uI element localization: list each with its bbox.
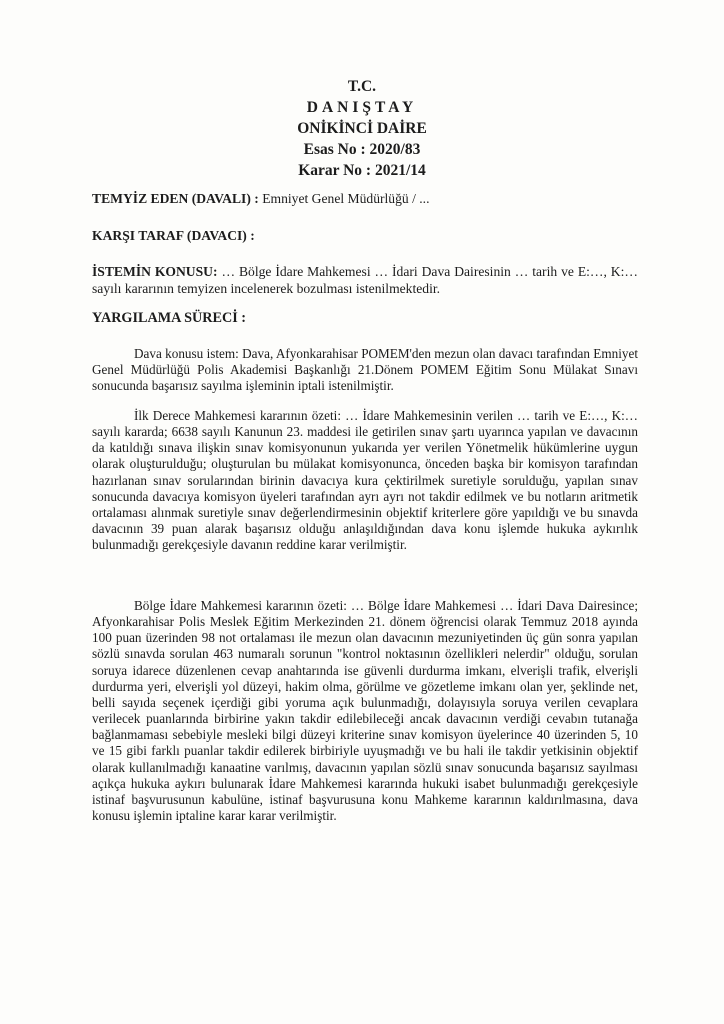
header-tc: T.C.	[347, 78, 377, 95]
paragraph-dava-konusu: Dava konusu istem: Dava, Afyonkarahisar POMEM'den mezun olan davacı tarafından Emniyet Genel Müdürlüğü Polis Akademisi Başkanlığı 21.Dönem POMEM Eğitim Sonu Mülakat Sınavı sonucunda başarısız sayılma işleminin iptali istenilmiştir.	[92, 346, 638, 394]
header-chamber: ONİKİNCİ DAİRE	[297, 120, 427, 137]
subject-text: … Bölge İdare Mahkemesi … İdari Dava Dairesinin … tarih ve E:…, K:… sayılı kararının temyizen incelenerek bozulması istenilmektedir.	[92, 264, 638, 296]
header-karar-no: Karar No : 2021/14	[298, 162, 426, 179]
paragraph-bolge-idare: Bölge İdare Mahkemesi kararının özeti: … Bölge İdare Mahkemesi … İdari Dava Dairesince; Afyonkarahisar Polis Meslek Eğitim Merkezinden 21. dönem öğrencisi olarak Temmuz 2018 ayında 100 puan üzerinden 98 not ortalaması ile mezun olan davacının mezuniyetinden üç gün sonra yapılan sözlü sınavda sorulan 463 numaralı sorunun "kontrol noktasının özellikleri nelerdir" olduğu, sorulan soruya idarece düzenlenen cevap anahtarında ise güvenli durdurma imkanı, elverişli trafik, elverişli durdurma yeri, elverişli yol düzeyi, hakim olma, görülme ve gözetleme imkanı olan yer, şeklinde net, belli sayıda seçenek içerdiği gibi yoruma açık bulunmadığı, dolayısıyla soruya verilen cevaplara verilecek puanlarında birbirine yakın takdir edilebileceği ancak davacının verdiği cevabın tutanağa bağlanmaması sebebiyle mesleki bilgi düzeyi kriterine sınav komisyon üyelerince 40 üzerinden 5, 10 ve 15 gibi farklı puanlar takdir edilerek birbiriyle uyuşmadığı ve bu hali ile takdir yetkisinin objektif olarak kullanılmadığı kanaatine varılmış, davacının yapılan sözlü sınav sonucunda başarısız sayılması açıkça hukuka aykırı bulunarak İdare Mahkemesi kararında hukuki isabet bulunmadığı gerekçesiyle istinaf başvurusunun kabulüne, istinaf başvurusuna konu Mahkeme kararının kaldırılmasına, dava konusu işlemin iptaline karar karar verilmiştir.	[92, 598, 638, 824]
respondent-label: KARŞI TARAF (DAVACI) :	[92, 228, 255, 243]
section-heading	[92, 310, 638, 327]
section-title: YARGILAMA SÜRECİ :	[92, 310, 246, 326]
header-court: DANIŞTAY	[306, 99, 418, 116]
subject-label: İSTEMİN KONUSU:	[92, 264, 218, 279]
appellant-line	[92, 191, 638, 208]
subject-line	[92, 264, 638, 297]
paragraph-ilk-derece: İlk Derece Mahkemesi kararının özeti: … İdare Mahkemesinin verilen … tarih ve E:…, K:… sayılı kararda; 6638 sayılı Kanunun 23. maddesi ile getirilen sınav şartı uyarınca yapılan ve davacının da katıldığı sınava ilişkin sınav komisyonunun yukarıda yer verilen Yönetmelik hükümlerine uygun olarak oluşturulduğu; oluşturulan bu mülakat komisyonunca, önceden başka bir komisyon tarafından hazırlanan sınav sorularından birinin davacıya kura çektirilmek suretiyle sorulduğu, yapılan sınav sonucunda davacıya komisyon üyeleri tarafından ayrı ayrı not takdir edilmek ve bu notların aritmetik ortalaması alınmak suretiyle sınav değerlendirmesinin objektif kriterlere göre yapıldığı ve bu sınavda davacının 39 puan alarak başarısız olduğu anlaşıldığından dava konu işlemde hukuka aykırılık bulunmadığı gerekçesiyle davanın reddine karar verilmiştir.	[92, 408, 638, 553]
document-header	[0, 76, 724, 181]
appellant-label: TEMYİZ EDEN (DAVALI) :	[92, 191, 259, 206]
appellant-value: Emniyet Genel Müdürlüğü / ...	[258, 191, 430, 206]
header-esas-no: Esas No : 2020/83	[303, 141, 421, 158]
respondent-line	[92, 228, 638, 245]
